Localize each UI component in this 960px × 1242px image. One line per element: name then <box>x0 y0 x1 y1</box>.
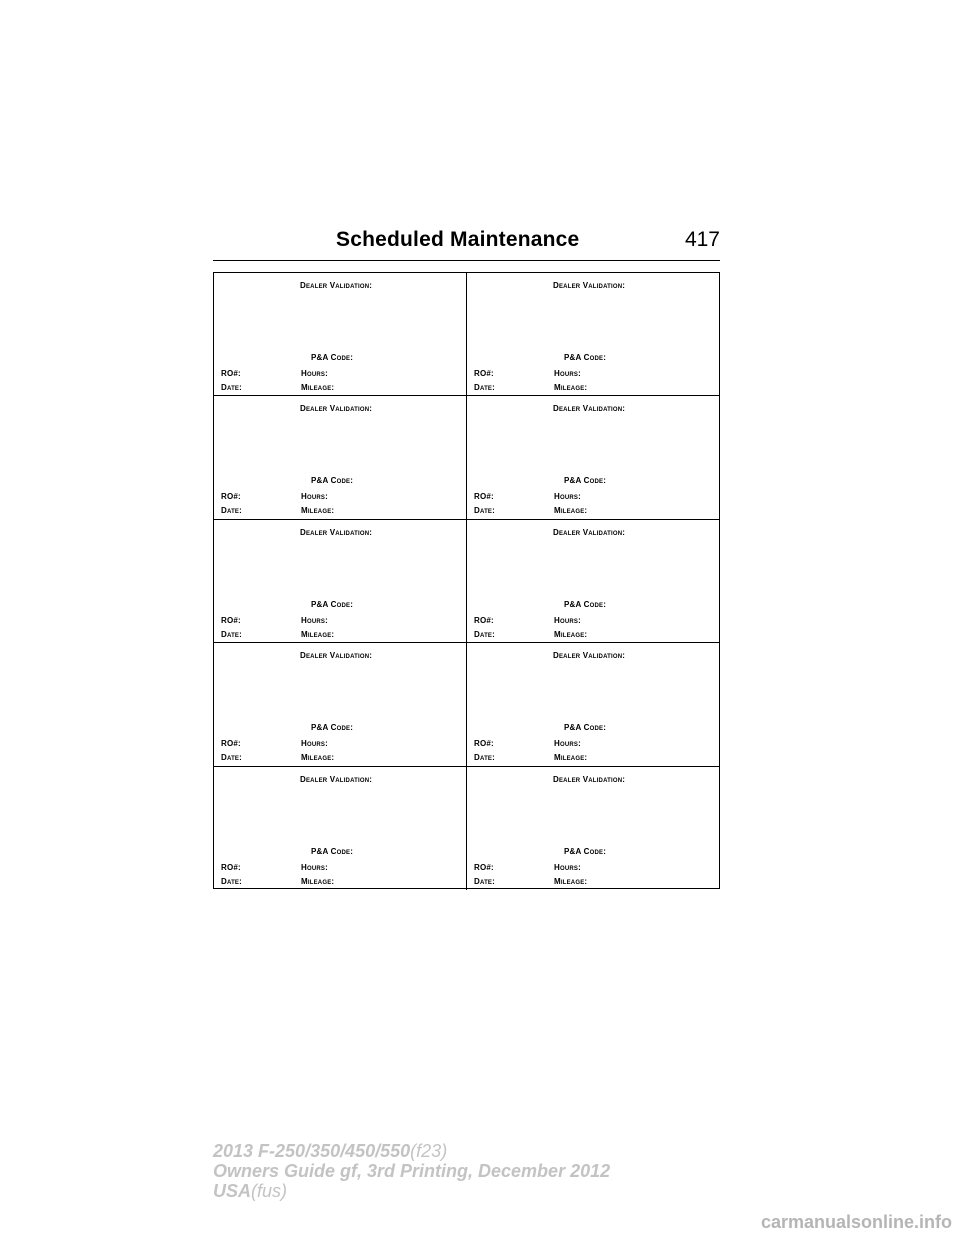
hours-label: Hours: <box>301 369 328 378</box>
watermark: carmanualsonline.info <box>760 1212 952 1232</box>
page-number: 417 <box>684 228 720 251</box>
record-row <box>214 520 719 643</box>
hours-label: Hours: <box>554 492 581 502</box>
pa-code-label: P&A Code: <box>311 476 354 486</box>
page-title: Scheduled Maintenance <box>336 228 580 251</box>
dealer-validation-label: Dealer Validation: <box>553 651 626 661</box>
maintenance-record-grid <box>213 272 720 889</box>
record-cell-right <box>467 396 719 518</box>
dealer-validation-label: Dealer Validation: <box>553 527 626 537</box>
record-row <box>214 273 719 396</box>
ro-number-label: RO#: <box>221 862 241 872</box>
record-cell-left <box>214 643 467 765</box>
pa-code-label: P&A Code: <box>311 846 354 856</box>
mileage-label: Mileage: <box>554 876 588 886</box>
mileage-label: Mileage: <box>301 506 335 516</box>
date-label: Date: <box>474 629 495 639</box>
hours-label: Hours: <box>554 862 581 872</box>
ro-number-label: RO#: <box>221 739 241 749</box>
mileage-label: Mileage: <box>301 383 335 392</box>
hours-label: Hours: <box>554 615 581 625</box>
header-divider <box>213 260 720 261</box>
pa-code-label: P&A Code: <box>311 353 354 362</box>
mileage-label: Mileage: <box>554 629 588 639</box>
pa-code-label: P&A Code: <box>564 846 607 856</box>
record-cell-left <box>214 520 467 642</box>
hours-label: Hours: <box>301 492 328 502</box>
mileage-label: Mileage: <box>301 629 335 639</box>
hours-label: Hours: <box>554 369 581 378</box>
record-cell-left <box>214 767 467 890</box>
mileage-label: Mileage: <box>554 383 588 392</box>
dealer-validation-label: Dealer Validation: <box>553 774 626 784</box>
footer-line-region: USA(fus) <box>213 1181 288 1201</box>
date-label: Date: <box>221 383 242 392</box>
mileage-label: Mileage: <box>554 506 588 516</box>
date-label: Date: <box>474 383 495 392</box>
pa-code-label: P&A Code: <box>564 599 607 609</box>
ro-number-label: RO#: <box>474 739 494 749</box>
record-row <box>214 643 719 766</box>
hours-label: Hours: <box>301 615 328 625</box>
pa-code-label: P&A Code: <box>564 476 607 486</box>
record-cell-left <box>214 273 467 395</box>
ro-number-label: RO#: <box>221 492 241 502</box>
ro-number-label: RO#: <box>221 615 241 625</box>
pa-code-label: P&A Code: <box>564 723 607 733</box>
mileage-label: Mileage: <box>301 876 335 886</box>
document-footer <box>213 1141 610 1201</box>
record-row <box>214 767 719 890</box>
page-header <box>213 228 720 260</box>
ro-number-label: RO#: <box>474 492 494 502</box>
dealer-validation-label: Dealer Validation: <box>300 527 373 537</box>
ro-number-label: RO#: <box>474 862 494 872</box>
record-cell-right <box>467 643 719 765</box>
dealer-validation-label: Dealer Validation: <box>300 774 373 784</box>
date-label: Date: <box>221 629 242 639</box>
record-cell-left <box>214 396 467 518</box>
footer-line-model: 2013 F-250/350/450/550(f23) <box>213 1141 448 1161</box>
dealer-validation-label: Dealer Validation: <box>300 651 373 661</box>
ro-number-label: RO#: <box>474 369 494 378</box>
hours-label: Hours: <box>554 739 581 749</box>
dealer-validation-label: Dealer Validation: <box>553 281 626 290</box>
date-label: Date: <box>474 506 495 516</box>
hours-label: Hours: <box>301 739 328 749</box>
pa-code-label: P&A Code: <box>311 723 354 733</box>
mileage-label: Mileage: <box>554 753 588 763</box>
pa-code-label: P&A Code: <box>311 599 354 609</box>
date-label: Date: <box>221 876 242 886</box>
dealer-validation-label: Dealer Validation: <box>553 404 626 414</box>
record-cell-right <box>467 273 719 395</box>
hours-label: Hours: <box>301 862 328 872</box>
record-cell-right <box>467 767 719 890</box>
date-label: Date: <box>221 506 242 516</box>
dealer-validation-label: Dealer Validation: <box>300 281 373 290</box>
date-label: Date: <box>474 753 495 763</box>
record-row <box>214 396 719 519</box>
date-label: Date: <box>221 753 242 763</box>
record-cell-right <box>467 520 719 642</box>
ro-number-label: RO#: <box>474 615 494 625</box>
pa-code-label: P&A Code: <box>564 353 607 362</box>
footer-line-printing: Owners Guide gf, 3rd Printing, December 2012 <box>213 1161 611 1181</box>
date-label: Date: <box>474 876 495 886</box>
mileage-label: Mileage: <box>301 753 335 763</box>
dealer-validation-label: Dealer Validation: <box>300 404 373 414</box>
ro-number-label: RO#: <box>221 369 241 378</box>
